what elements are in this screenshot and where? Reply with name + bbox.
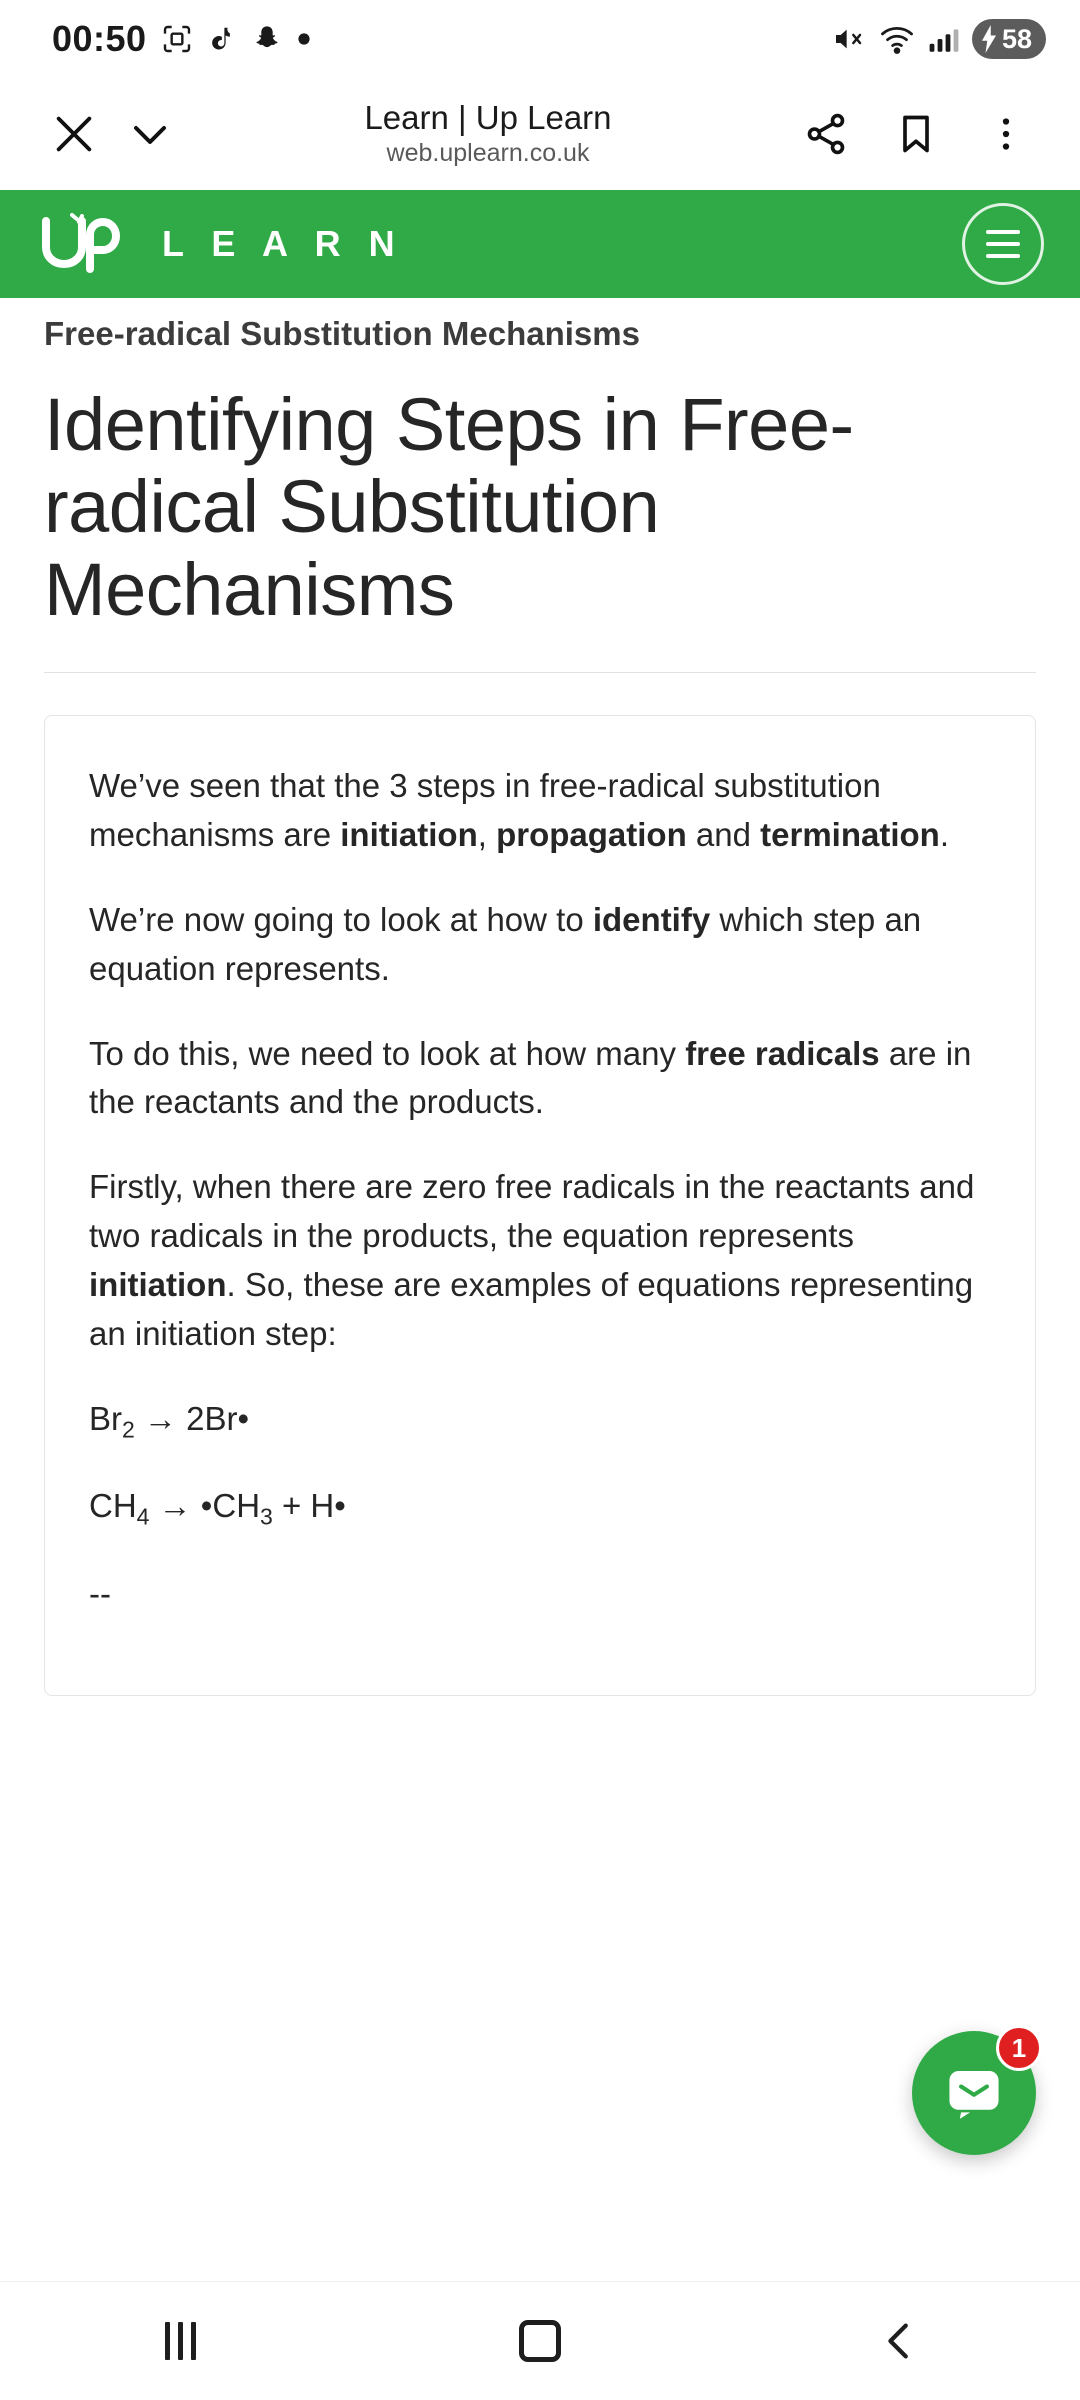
status-bar-left — [52, 18, 311, 60]
article-content — [0, 298, 1080, 2281]
share-icon[interactable] — [788, 96, 864, 172]
paragraph-2: We’re now going to look at how to identify which step an equation represents. — [89, 900, 922, 987]
equation-3: -- — [89, 1574, 111, 1612]
hamburger-icon[interactable] — [962, 203, 1044, 285]
signal-icon — [928, 23, 960, 55]
browser-title-block — [188, 99, 788, 169]
home-icon — [519, 2320, 561, 2362]
snapchat-icon — [251, 23, 283, 55]
equation-1: $Br_2$ → 2Br• — [89, 1399, 250, 1443]
bookmark-icon[interactable] — [878, 96, 954, 172]
android-nav-bar — [0, 2281, 1080, 2400]
dot-icon — [297, 32, 311, 46]
site-header — [0, 190, 1080, 298]
browser-toolbar-actions — [788, 96, 1044, 172]
browser-url[interactable]: web.uplearn.co.uk — [386, 138, 590, 167]
article-kicker: Free-radical Substitution Mechanisms — [44, 315, 640, 352]
chat-bubble-icon — [943, 2062, 1005, 2124]
paragraph-1: We’ve seen that the 3 steps in free-radical substitution mechanisms are initiation, propagation and termination. — [89, 767, 950, 854]
mute-icon — [830, 23, 866, 55]
uplearn-logo[interactable] — [38, 213, 404, 275]
recents-button[interactable] — [100, 2282, 260, 2400]
status-bar-right — [830, 19, 1046, 59]
uplearn-wordmark: L E A R N — [162, 223, 404, 264]
title-divider — [44, 672, 1036, 673]
charging-bolt-icon — [980, 25, 998, 53]
tiktok-icon — [207, 23, 237, 55]
screenshot-icon — [161, 23, 193, 55]
home-button[interactable] — [460, 2282, 620, 2400]
status-time: 00:50 — [52, 18, 147, 59]
paragraph-3: To do this, we need to look at how many free radicals are in the reactants and the products. — [89, 1034, 972, 1121]
equation-2: $CH_4$ → $•CH_3$ + H• — [89, 1487, 346, 1530]
battery-level: 58 — [1001, 23, 1032, 54]
browser-page-title: Learn | Up Learn — [364, 98, 612, 136]
back-button[interactable] — [820, 2282, 980, 2400]
back-icon — [877, 2318, 923, 2364]
close-icon[interactable] — [36, 96, 112, 172]
page-title: Identifying Steps in Free-radical Substitution Mechanisms — [44, 382, 854, 632]
chat-launcher-button[interactable] — [912, 2031, 1036, 2155]
recents-icon — [165, 2322, 196, 2360]
browser-toolbar — [0, 78, 1080, 190]
lesson-card — [44, 715, 1036, 1695]
battery-indicator — [972, 19, 1046, 59]
chevron-down-icon[interactable] — [112, 96, 188, 172]
status-bar — [0, 0, 1080, 78]
chat-unread-badge: 1 — [996, 2025, 1042, 2071]
overflow-menu-icon[interactable] — [968, 96, 1044, 172]
up-logo-mark — [38, 213, 144, 275]
wifi-icon — [878, 23, 916, 55]
paragraph-4: Firstly, when there are zero free radicals in the reactants and two radicals in the products, the equation represents initiation. So, these are examples of equations representing an initiation step: — [89, 1168, 975, 1352]
